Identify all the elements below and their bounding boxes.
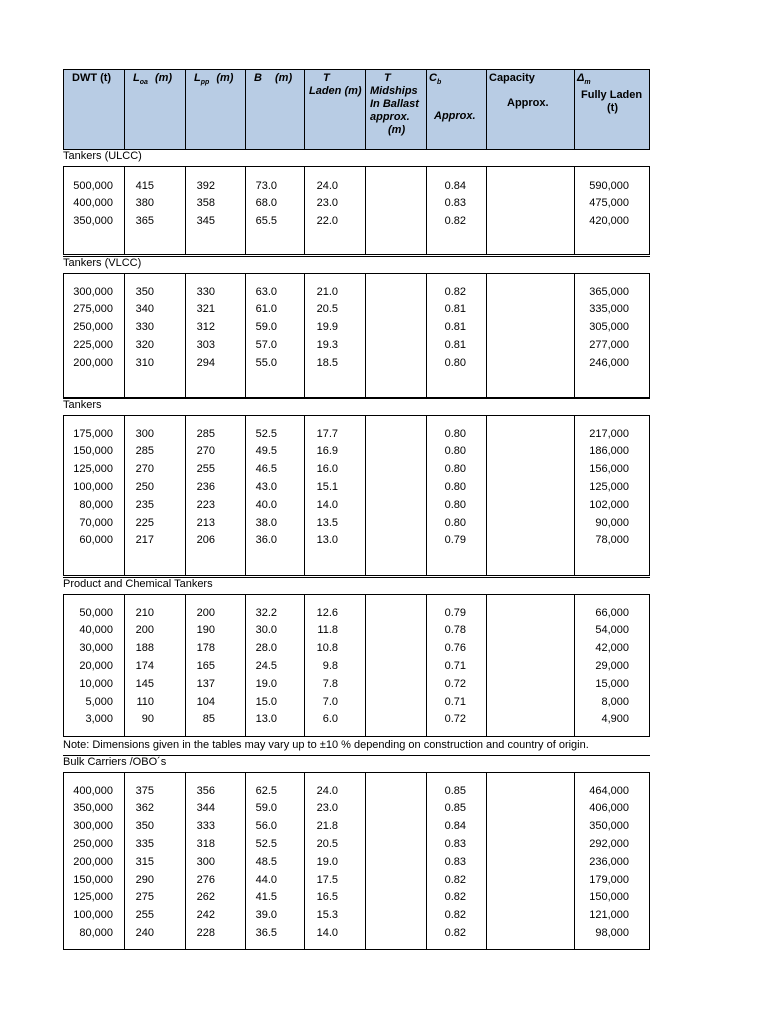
table-cell: 104 (196, 695, 215, 708)
table-cell: 300,000 (73, 285, 113, 298)
header-lpp-symbol: L (194, 72, 201, 84)
table-cell: 70,000 (79, 516, 113, 529)
table-cell: 300 (135, 427, 154, 440)
table-cell: 17.7 (316, 427, 338, 440)
table-cell: 23.0 (316, 802, 338, 815)
table-cell: 250,000 (73, 321, 113, 334)
header-t-ballast-midships: Midships (370, 85, 418, 97)
table-cell: 80,000 (79, 498, 113, 511)
table-cell: 100,000 (73, 480, 113, 493)
header-t-ballast-unit: (m) (388, 124, 406, 136)
table-cell: 24.0 (316, 179, 338, 192)
table-cell: 4,900 (601, 713, 629, 726)
table-cell: 340 (135, 303, 154, 316)
table-cell: 29,000 (595, 659, 629, 672)
table-cell: 475,000 (589, 197, 629, 210)
table-cell: 19.0 (316, 855, 338, 868)
table-cell: 365 (135, 215, 154, 228)
table-cell: 39.0 (255, 909, 277, 922)
table-cell: 0.80 (444, 445, 466, 458)
table-cell: 277,000 (589, 338, 629, 351)
table-cell: 270 (135, 463, 154, 476)
table-cell: 125,000 (73, 463, 113, 476)
table-cell: 52.5 (255, 837, 277, 850)
table-cell: 61.0 (255, 303, 277, 316)
table-cell: 190 (196, 624, 215, 637)
table-cell: 275 (135, 891, 154, 904)
table-cell: 121,000 (589, 909, 629, 922)
table-cell: 294 (196, 356, 215, 369)
table-cell: 174 (135, 659, 154, 672)
table-cell: 50,000 (79, 606, 113, 619)
table-cell: 356 (196, 784, 215, 797)
table-cell: 78,000 (595, 534, 629, 547)
table-cell: 318 (196, 837, 215, 850)
table-cell: 55.0 (255, 356, 277, 369)
table-cell: 20.5 (316, 303, 338, 316)
table-cell: 12.6 (316, 606, 338, 619)
table-cell: 15,000 (595, 677, 629, 690)
table-cell: 250 (135, 480, 154, 493)
header-displacement-symbol: Δ (577, 72, 585, 84)
table-cell: 246,000 (589, 356, 629, 369)
table-cell: 13.0 (316, 534, 338, 547)
header-dwt-label: DWT (t) (72, 72, 112, 84)
table-cell: 0.76 (444, 642, 466, 655)
header-capacity-approx: Approx. (507, 97, 549, 109)
table-cell: 90,000 (595, 516, 629, 529)
table-cell: 0.78 (444, 624, 466, 637)
table-cell: 80,000 (79, 926, 113, 939)
table-cell: 0.82 (444, 926, 466, 939)
table-cell: 24.0 (316, 784, 338, 797)
table-cell: 10.8 (316, 642, 338, 655)
table-cell: 276 (196, 873, 215, 886)
table-cell: 406,000 (589, 802, 629, 815)
table-cell: 262 (196, 891, 215, 904)
table-cell: 285 (135, 445, 154, 458)
table-cell: 21.8 (316, 820, 338, 833)
table-cell: 14.0 (316, 498, 338, 511)
header-b-symbol: B (254, 72, 262, 84)
section-divider (63, 398, 650, 399)
table-cell: 8,000 (601, 695, 629, 708)
table-cell: 217,000 (589, 427, 629, 440)
header-t-ballast-symbol: T (384, 72, 391, 84)
table-cell: 15.3 (316, 909, 338, 922)
table-cell: 330 (135, 321, 154, 334)
table-cell: 350,000 (73, 215, 113, 228)
table-cell: 380 (135, 197, 154, 210)
table-cell: 0.84 (444, 820, 466, 833)
table-cell: 0.84 (444, 179, 466, 192)
table-cell: 145 (135, 677, 154, 690)
table-cell: 330 (196, 285, 215, 298)
table-header (63, 69, 650, 150)
header-t-laden-symbol: T (323, 72, 330, 84)
table-cell: 60,000 (79, 534, 113, 547)
table-cell: 300,000 (73, 820, 113, 833)
section-title: Bulk Carriers /OBO´s (63, 756, 167, 768)
table-cell: 420,000 (589, 215, 629, 228)
table-cell: 0.80 (444, 516, 466, 529)
table-cell: 0.83 (444, 197, 466, 210)
header-loa-unit: (m) (154, 72, 173, 84)
column-divider (486, 274, 487, 397)
table-cell: 18.5 (316, 356, 338, 369)
table-cell: 150,000 (73, 873, 113, 886)
table-cell: 275,000 (73, 303, 113, 316)
section-title: Tankers (VLCC) (63, 257, 142, 269)
table-cell: 125,000 (73, 891, 113, 904)
table-cell: 350 (135, 285, 154, 298)
table-cell: 223 (196, 498, 215, 511)
table-cell: 0.82 (444, 909, 466, 922)
header-cb-approx: Approx. (434, 110, 476, 122)
table-cell: 292,000 (589, 837, 629, 850)
table-cell: 375 (135, 784, 154, 797)
table-cell: 137 (196, 677, 215, 690)
table-cell: 20.5 (316, 837, 338, 850)
table-cell: 500,000 (73, 179, 113, 192)
table-cell: 0.80 (444, 463, 466, 476)
table-cell: 350,000 (73, 802, 113, 815)
header-t-ballast-approx: approx. (370, 111, 410, 123)
table-cell: 21.0 (316, 285, 338, 298)
table-cell: 0.85 (444, 802, 466, 815)
table-cell: 0.82 (444, 891, 466, 904)
table-cell: 7.8 (322, 677, 338, 690)
section-title: Tankers (63, 399, 102, 411)
table-cell: 300 (196, 855, 215, 868)
table-cell: 41.5 (255, 891, 277, 904)
table-cell: 358 (196, 197, 215, 210)
table-cell: 250,000 (73, 837, 113, 850)
table-cell: 28.0 (255, 642, 277, 655)
table-cell: 225,000 (73, 338, 113, 351)
table-cell: 44.0 (255, 873, 277, 886)
table-cell: 0.80 (444, 480, 466, 493)
table-cell: 19.3 (316, 338, 338, 351)
table-cell: 9.8 (322, 659, 338, 672)
table-cell: 200,000 (73, 356, 113, 369)
table-cell: 400,000 (73, 197, 113, 210)
column-divider (486, 773, 487, 949)
table-cell: 200,000 (73, 855, 113, 868)
table-cell: 188 (135, 642, 154, 655)
table-cell: 100,000 (73, 909, 113, 922)
section-divider (63, 256, 650, 257)
table-cell: 3,000 (85, 713, 113, 726)
table-cell: 36.5 (255, 926, 277, 939)
table-cell: 217 (135, 534, 154, 547)
table-cell: 0.82 (444, 873, 466, 886)
table-cell: 125,000 (589, 480, 629, 493)
header-displacement-label: Fully Laden (581, 89, 643, 102)
table-cell: 350 (135, 820, 154, 833)
table-cell: 16.5 (316, 891, 338, 904)
column-divider (365, 274, 366, 397)
table-cell: 335,000 (589, 303, 629, 316)
header-dwt (64, 70, 125, 149)
table-cell: 320 (135, 338, 154, 351)
table-cell: 305,000 (589, 321, 629, 334)
table-cell: 165 (196, 659, 215, 672)
header-b (246, 70, 305, 149)
table-cell: 255 (135, 909, 154, 922)
header-b-unit: (m) (275, 72, 293, 84)
table-cell: 68.0 (255, 197, 277, 210)
table-cell: 150,000 (589, 891, 629, 904)
table-cell: 590,000 (589, 179, 629, 192)
header-loa (125, 70, 186, 149)
table-cell: 23.0 (316, 197, 338, 210)
note-divider (63, 755, 650, 756)
column-divider (486, 416, 487, 575)
table-cell: 30.0 (255, 624, 277, 637)
table-cell: 0.80 (444, 356, 466, 369)
table-cell: 0.82 (444, 215, 466, 228)
header-t-ballast (366, 70, 427, 149)
table-cell: 200 (135, 624, 154, 637)
header-cb-sub: b (436, 79, 442, 87)
table-cell: 333 (196, 820, 215, 833)
table-cell: 0.79 (444, 534, 466, 547)
table-cell: 206 (196, 534, 215, 547)
table-cell: 0.81 (444, 303, 466, 316)
table-cell: 345 (196, 215, 215, 228)
table-cell: 52.5 (255, 427, 277, 440)
table-cell: 175,000 (73, 427, 113, 440)
table-cell: 210 (135, 606, 154, 619)
table-cell: 14.0 (316, 926, 338, 939)
table-cell: 42,000 (595, 642, 629, 655)
table-cell: 19.9 (316, 321, 338, 334)
table-cell: 0.72 (444, 713, 466, 726)
table-cell: 290 (135, 873, 154, 886)
header-loa-sub: oa (139, 79, 148, 87)
table-cell: 15.1 (316, 480, 338, 493)
header-capacity (487, 70, 575, 149)
table-cell: 54,000 (595, 624, 629, 637)
table-cell: 0.83 (444, 855, 466, 868)
header-lpp-unit: (m) (216, 72, 234, 84)
table-cell: 20,000 (79, 659, 113, 672)
table-cell: 62.5 (255, 784, 277, 797)
table-cell: 242 (196, 909, 215, 922)
table-cell: 310 (135, 356, 154, 369)
table-cell: 350,000 (589, 820, 629, 833)
column-divider (365, 773, 366, 949)
table-cell: 315 (135, 855, 154, 868)
table-cell: 11.8 (317, 624, 338, 637)
table-cell: 66,000 (595, 606, 629, 619)
table-cell: 16.0 (316, 463, 338, 476)
header-t-ballast-in-ballast: In Ballast (370, 98, 419, 110)
table-cell: 321 (196, 303, 215, 316)
table-cell: 365,000 (589, 285, 629, 298)
table-cell: 235 (135, 498, 154, 511)
table-cell: 10,000 (79, 677, 113, 690)
section-title: Tankers (ULCC) (63, 150, 142, 162)
table-cell: 179,000 (589, 873, 629, 886)
table-cell: 15.0 (255, 695, 277, 708)
table-cell: 0.80 (444, 498, 466, 511)
table-cell: 90 (141, 713, 154, 726)
table-cell: 5,000 (85, 695, 113, 708)
table-cell: 40.0 (255, 498, 277, 511)
table-cell: 312 (196, 321, 215, 334)
table-cell: 13.0 (255, 713, 277, 726)
table-cell: 200 (196, 606, 215, 619)
table-cell: 36.0 (255, 534, 277, 547)
table-cell: 19.0 (255, 677, 277, 690)
table-cell: 73.0 (255, 179, 277, 192)
header-displacement (575, 70, 651, 149)
table-cell: 30,000 (79, 642, 113, 655)
table-cell: 63.0 (255, 285, 277, 298)
header-cb (427, 70, 487, 149)
table-cell: 400,000 (73, 784, 113, 797)
table-cell: 48.5 (255, 855, 277, 868)
table-cell: 46.5 (255, 463, 277, 476)
table-cell: 7.0 (322, 695, 338, 708)
header-capacity-label: Capacity (489, 72, 535, 84)
table-cell: 225 (135, 516, 154, 529)
table-cell: 236,000 (589, 855, 629, 868)
column-divider (486, 595, 487, 736)
header-lpp-sub: pp (200, 79, 210, 87)
table-note: Note: Dimensions given in the tables may vary up to ±10 % depending on construction and country of origin. (63, 739, 589, 751)
table-cell: 464,000 (589, 784, 629, 797)
column-divider (486, 167, 487, 254)
table-cell: 392 (196, 179, 215, 192)
column-divider (365, 167, 366, 254)
table-cell: 59.0 (255, 321, 277, 334)
table-cell: 57.0 (255, 338, 277, 351)
header-displacement-unit: (t) (607, 102, 618, 115)
table-cell: 415 (135, 179, 154, 192)
table-cell: 285 (196, 427, 215, 440)
header-loa-symbol: L (133, 72, 140, 84)
table-cell: 0.81 (444, 321, 466, 334)
table-cell: 43.0 (255, 480, 277, 493)
column-divider (365, 416, 366, 575)
table-cell: 102,000 (589, 498, 629, 511)
table-cell: 13.5 (316, 516, 338, 529)
table-cell: 0.80 (444, 427, 466, 440)
table-cell: 24.5 (255, 659, 277, 672)
table-cell: 0.79 (444, 606, 466, 619)
table-cell: 22.0 (316, 215, 338, 228)
table-cell: 0.85 (444, 784, 466, 797)
table-cell: 150,000 (73, 445, 113, 458)
table-cell: 38.0 (255, 516, 277, 529)
table-cell: 16.9 (316, 445, 338, 458)
table-cell: 240 (135, 926, 154, 939)
header-lpp (186, 70, 246, 149)
header-displacement-symbol-line (577, 72, 651, 89)
table-cell: 0.81 (444, 338, 466, 351)
section-divider (63, 577, 650, 578)
table-cell: 270 (196, 445, 215, 458)
table-cell: 6.0 (322, 713, 338, 726)
table-cell: 49.5 (255, 445, 277, 458)
table-cell: 0.71 (444, 695, 466, 708)
table-cell: 0.82 (444, 285, 466, 298)
table-cell: 255 (196, 463, 215, 476)
table-cell: 56.0 (255, 820, 277, 833)
table-cell: 186,000 (589, 445, 629, 458)
column-divider (365, 595, 366, 736)
table-cell: 0.71 (444, 659, 466, 672)
table-cell: 362 (135, 802, 154, 815)
table-cell: 156,000 (589, 463, 629, 476)
table-cell: 85 (202, 713, 215, 726)
table-cell: 32.2 (255, 606, 277, 619)
header-t-laden-label: Laden (m) (309, 85, 362, 97)
table-cell: 228 (196, 926, 215, 939)
table-cell: 0.83 (444, 837, 466, 850)
table-cell: 335 (135, 837, 154, 850)
section-title: Product and Chemical Tankers (63, 578, 213, 590)
table-cell: 344 (196, 802, 215, 815)
table-cell: 98,000 (595, 926, 629, 939)
table-cell: 236 (196, 480, 215, 493)
table-cell: 303 (196, 338, 215, 351)
table-cell: 110 (136, 695, 154, 708)
header-cb-symbol: C (429, 72, 437, 84)
table-cell: 65.5 (255, 215, 277, 228)
table-cell: 59.0 (255, 802, 277, 815)
table-cell: 213 (196, 516, 215, 529)
table-cell: 40,000 (79, 624, 113, 637)
header-displacement-sub: m (584, 79, 591, 87)
table-cell: 17.5 (316, 873, 338, 886)
table-cell: 178 (196, 642, 215, 655)
table-cell: 0.72 (444, 677, 466, 690)
header-t-laden (305, 70, 366, 149)
